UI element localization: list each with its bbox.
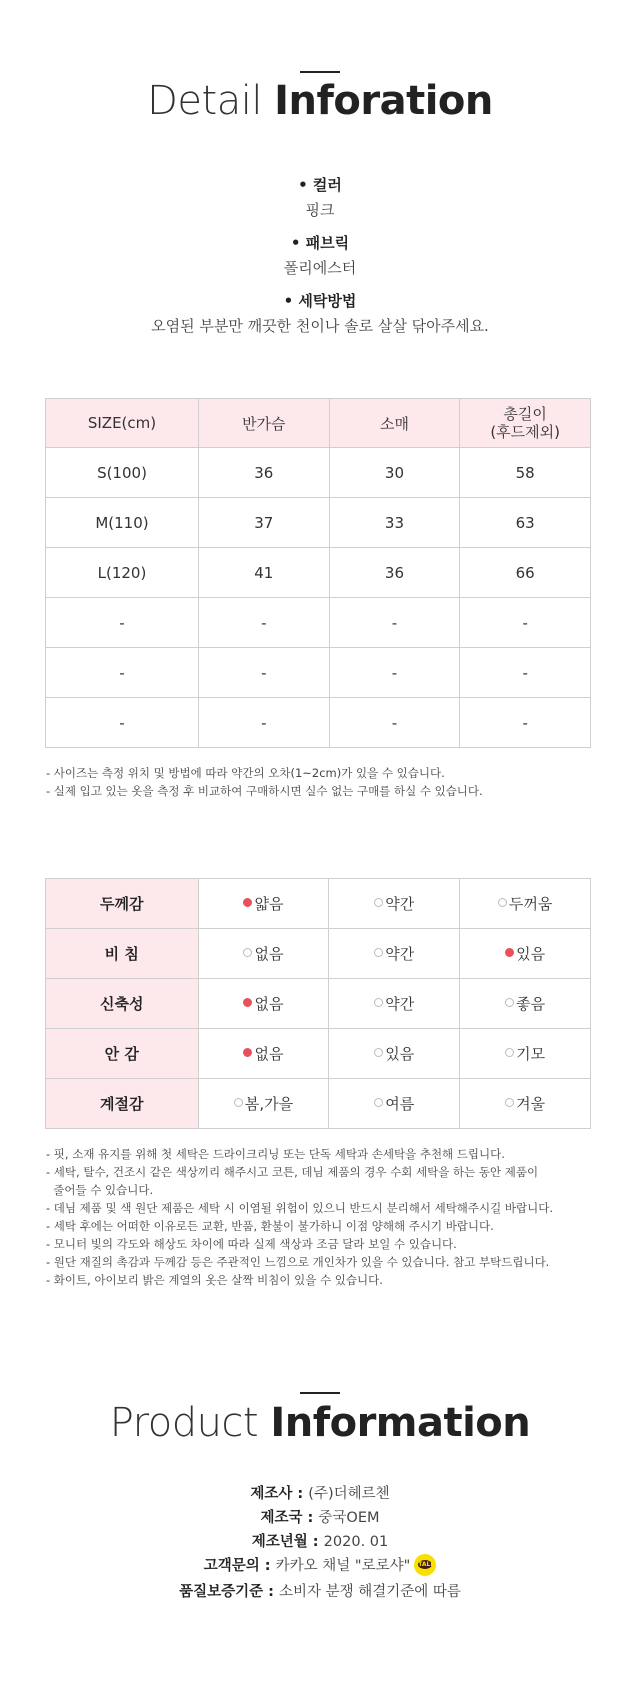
table-row [46,498,591,548]
option-cell: 봄,가을 [198,1079,329,1129]
size-notes [46,764,596,800]
spec-value: 폴리에스터 [283,259,357,277]
radio-dot-icon [374,1098,383,1107]
spec-value: 오염된 부분만 깨끗한 천이나 솔로 살살 닦아주세요. [151,317,489,335]
option-cell: 약간 [329,879,460,929]
chest-cell: 41 [198,548,329,598]
option-cell: 기모 [460,1029,591,1079]
radio-dot-icon [243,998,252,1007]
info-country: 제조국 : 중국OEM [260,1510,380,1526]
info-warranty: 품질보증기준 : 소비자 분쟁 해결기준에 따름 [179,1584,461,1600]
row-label-stretch: 신축성 [46,979,199,1029]
info-contact: 고객문의 : 카카오 채널 "로로샤" TALK [0,1554,640,1576]
chest-cell: - [198,698,329,748]
size-cell: L(120) [46,548,199,598]
row-label-sheerness: 비 침 [46,929,199,979]
table-row [46,698,591,748]
option-cell: 있음 [460,929,591,979]
row-label-thickness: 두께감 [46,879,199,929]
length-cell: 58 [460,448,591,498]
radio-dot-icon [505,998,514,1007]
length-cell: - [460,598,591,648]
spec-fabric [0,232,640,278]
product-title: Product Information [109,1400,531,1446]
note-line: 줄어들 수 있습니다. [46,1183,154,1197]
chest-cell: - [198,598,329,648]
sleeve-cell: 33 [329,498,460,548]
size-cell: M(110) [46,498,199,548]
size-cell: - [46,698,199,748]
radio-dot-icon [374,998,383,1007]
top-divider [300,71,340,73]
header-size: SIZE(cm) [46,399,199,448]
option-cell: 약간 [329,929,460,979]
option-cell: 없음 [198,1029,329,1079]
radio-dot-icon [243,1048,252,1057]
radio-dot-icon [374,1048,383,1057]
table-row [46,598,591,648]
radio-dot-icon [234,1098,243,1107]
spec-washing [0,290,640,336]
info-date: 제조년월 : 2020. 01 [251,1534,389,1550]
info-manufacturer: 제조사 : (주)더헤르첸 [250,1486,390,1502]
row-label-season: 계절감 [46,1079,199,1129]
sleeve-cell: 36 [329,548,460,598]
option-cell: 없음 [198,979,329,1029]
note-line: - 세탁 후에는 어떠한 이유로든 교환, 반품, 환불이 불가하니 이점 양해해 주시기 바랍니다. [46,1219,494,1233]
radio-dot-icon [505,1048,514,1057]
note-line: - 세탁, 탈수, 건조시 같은 색상끼리 해주시고 코튼, 데님 제품의 경우 수회 세탁을 하는 동안 제품이 [46,1165,539,1179]
table-row [46,648,591,698]
length-cell: - [460,648,591,698]
table-row [46,929,591,979]
option-cell: 겨울 [460,1079,591,1129]
property-table [45,878,591,1129]
option-cell: 좋음 [460,979,591,1029]
table-row [46,448,591,498]
radio-dot-icon [505,948,514,957]
note-line: - 모니터 빛의 각도와 해상도 차이에 따라 실제 색상과 조금 달라 보일 수 있습니다. [46,1237,457,1251]
kakao-talk-icon[interactable]: TALK [414,1554,436,1576]
size-cell: - [46,648,199,698]
sleeve-cell: 30 [329,448,460,498]
sleeve-cell: - [329,698,460,748]
note-line: - 화이트, 아이보리 밝은 계열의 옷은 살짝 비침이 있을 수 있습니다. [46,1273,383,1287]
sleeve-cell: - [329,598,460,648]
header-chest: 반가슴 [198,399,329,448]
radio-dot-icon [243,898,252,907]
note-line: - 실제 입고 있는 옷을 측정 후 비교하여 구매하시면 실수 없는 구매를 하실 수 있습니다. [46,784,483,798]
table-row [46,1029,591,1079]
option-cell: 얇음 [198,879,329,929]
detail-title: Detail Inforation [147,78,493,124]
header-sleeve: 소매 [329,399,460,448]
spec-label: • 세탁방법 [283,292,357,310]
spec-label: • 컬러 [298,176,342,194]
option-cell: 여름 [329,1079,460,1129]
option-cell: 약간 [329,979,460,1029]
length-cell: 63 [460,498,591,548]
size-cell: S(100) [46,448,199,498]
chest-cell: 36 [198,448,329,498]
table-row [46,879,591,929]
table-row [46,979,591,1029]
radio-dot-icon [243,948,252,957]
spec-label: • 패브릭 [290,234,350,252]
radio-dot-icon [374,898,383,907]
size-table-header [46,399,591,448]
row-label-lining: 안 감 [46,1029,199,1079]
note-line: - 사이즈는 측정 위치 및 방법에 따라 약간의 오차(1~2cm)가 있을 수 있습니다. [46,766,445,780]
length-cell: 66 [460,548,591,598]
chest-cell: 37 [198,498,329,548]
option-cell: 있음 [329,1029,460,1079]
care-notes [46,1145,596,1289]
note-line: - 핏, 소재 유지를 위해 첫 세탁은 드라이크리닝 또는 단독 세탁과 손세탁을 추천해 드립니다. [46,1147,505,1161]
spec-value: 핑크 [305,201,335,219]
option-cell: 두꺼움 [460,879,591,929]
spec-color [0,174,640,220]
table-row [46,548,591,598]
note-line: - 원단 재질의 촉감과 두께감 등은 주관적인 느낌으로 개인차가 있을 수 있습니다. 참고 부탁드립니다. [46,1255,550,1269]
size-table [45,398,591,748]
bottom-divider [300,1392,340,1394]
radio-dot-icon [374,948,383,957]
note-line: - 데님 제품 및 색 원단 제품은 세탁 시 이염될 위험이 있으니 반드시 분리해서 세탁해주시길 바랍니다. [46,1201,553,1215]
radio-dot-icon [505,1098,514,1107]
length-cell: - [460,698,591,748]
chest-cell: - [198,648,329,698]
size-cell: - [46,598,199,648]
table-row [46,1079,591,1129]
sleeve-cell: - [329,648,460,698]
header-length: 총길이 (후드제외) [460,399,591,448]
radio-dot-icon [498,898,507,907]
option-cell: 없음 [198,929,329,979]
